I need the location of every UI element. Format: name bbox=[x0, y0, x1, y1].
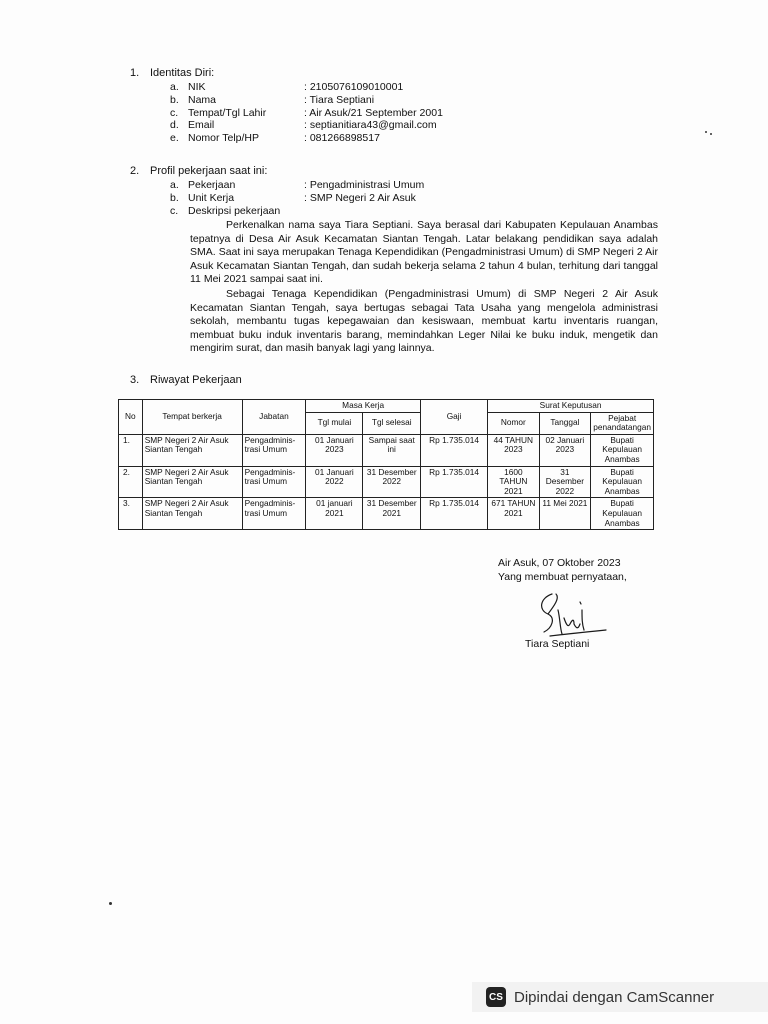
field-label: Nama bbox=[188, 93, 217, 106]
riwayat-table-body bbox=[119, 434, 654, 529]
field-value: : Pengadministrasi Umum bbox=[304, 179, 425, 191]
cell-tgl-selesai: Sampai saat ini bbox=[363, 434, 421, 466]
field-label: NIK bbox=[188, 81, 206, 93]
scan-speck bbox=[705, 131, 707, 133]
signer-name: Tiara Septiani bbox=[525, 638, 590, 650]
field-row bbox=[170, 107, 650, 120]
field-row bbox=[170, 81, 650, 94]
header-gaji: Gaji bbox=[421, 400, 488, 435]
field-row bbox=[170, 179, 650, 192]
section-profil-title: 2. Profil pekerjaan saat ini: bbox=[130, 165, 268, 177]
cell-tgl-selesai: 31 Desember 2021 bbox=[363, 498, 421, 530]
scan-speck bbox=[109, 902, 112, 905]
scan-speck bbox=[710, 133, 712, 135]
field-row bbox=[170, 94, 650, 107]
field-label: Nomor Telp/HP bbox=[188, 132, 259, 145]
cell-no: 3. bbox=[119, 498, 143, 530]
cell-nomor: 44 TAHUN 2023 bbox=[488, 434, 539, 466]
field-value: : septianitiara43@gmail.com bbox=[304, 119, 437, 132]
field-value: : SMP Negeri 2 Air Asuk bbox=[304, 191, 416, 204]
cell-jabatan: Pengadminis-trasi Umum bbox=[242, 434, 306, 466]
table-row bbox=[119, 498, 654, 530]
table-row bbox=[119, 466, 654, 498]
field-value: : 081266898517 bbox=[304, 132, 380, 145]
field-label: Pekerjaan bbox=[188, 179, 236, 191]
field-value: : Tiara Septiani bbox=[304, 93, 375, 106]
place-date: Air Asuk, 07 Oktober 2023 bbox=[498, 557, 621, 569]
statement-text: Yang membuat pernyataan, bbox=[498, 571, 627, 583]
field-letter: c. bbox=[170, 204, 179, 217]
cell-tgl-mulai: 01 Januari 2022 bbox=[306, 466, 363, 498]
cell-jabatan: Pengadminis-trasi Umum bbox=[242, 498, 306, 530]
header-tgl-mulai: Tgl mulai bbox=[306, 412, 363, 434]
table-row bbox=[119, 434, 654, 466]
cell-no: 2. bbox=[119, 466, 143, 498]
field-letter: b. bbox=[170, 93, 179, 106]
cell-gaji: Rp 1.735.014 bbox=[421, 466, 488, 498]
field-label: Tempat/Tgl Lahir bbox=[188, 106, 267, 119]
field-row bbox=[170, 132, 650, 145]
field-row bbox=[170, 119, 650, 132]
field-letter: c. bbox=[170, 106, 179, 119]
cell-tgl-mulai: 01 januari 2021 bbox=[306, 498, 363, 530]
cell-nomor: 1600 TAHUN 2021 bbox=[488, 466, 539, 498]
header-masa-kerja: Masa Kerja bbox=[306, 400, 421, 413]
cell-jabatan: Pengadminis-trasi Umum bbox=[242, 466, 306, 498]
cell-pejabat: Bupati Kepulauan Anambas bbox=[591, 466, 654, 498]
cell-tempat: SMP Negeri 2 Air Asuk Siantan Tengah bbox=[142, 434, 242, 466]
cell-tempat: SMP Negeri 2 Air Asuk Siantan Tengah bbox=[142, 466, 242, 498]
cell-gaji: Rp 1.735.014 bbox=[421, 434, 488, 466]
field-row bbox=[170, 192, 650, 205]
field-letter: a. bbox=[170, 179, 179, 191]
cell-no: 1. bbox=[119, 434, 143, 466]
cell-pejabat: Bupati Kepulauan Anambas bbox=[591, 434, 654, 466]
riwayat-table bbox=[118, 399, 654, 530]
camscanner-watermark bbox=[472, 982, 768, 1012]
cell-tanggal: 02 Januari 2023 bbox=[539, 434, 591, 466]
header-tempat: Tempat berkerja bbox=[142, 400, 242, 435]
header-tgl-selesai: Tgl selesai bbox=[363, 412, 421, 434]
header-no: No bbox=[119, 400, 143, 435]
cell-nomor: 671 TAHUN 2021 bbox=[488, 498, 539, 530]
header-nomor: Nomor bbox=[488, 412, 539, 434]
field-letter: a. bbox=[170, 81, 179, 93]
field-value: : 2105076109010001 bbox=[304, 81, 404, 93]
field-letter: d. bbox=[170, 119, 179, 132]
cell-tanggal: 31 Desember 2022 bbox=[539, 466, 591, 498]
camscanner-logo-icon: CS bbox=[486, 987, 506, 1007]
description-paragraph-2: Sebagai Tenaga Kependidikan (Pengadministrasi Umum) di SMP Negeri 2 Air Asuk Kecamatan Siantan Tengah, saya bertugas sebagai Tata Usaha yang mengelola administrasi sekolah, membantu tugas kepegawaian dan kesiswaan, membuat kartu inventaris ruangan, membuat buku induk inventaris barang, memindahkan Leger Nilai ke buku induk, mengetik dan mengirim surat, dan masih banyak lagi yang lainnya. bbox=[190, 288, 658, 355]
cell-pejabat: Bupati Kepulauan Anambas bbox=[591, 498, 654, 530]
field-row bbox=[170, 205, 650, 218]
section-identitas-title: 1. Identitas Diri: bbox=[130, 67, 215, 79]
cell-tgl-selesai: 31 Desember 2022 bbox=[363, 466, 421, 498]
header-tanggal: Tanggal bbox=[539, 412, 591, 434]
cell-tempat: SMP Negeri 2 Air Asuk Siantan Tengah bbox=[142, 498, 242, 530]
cell-tanggal: 11 Mei 2021 bbox=[539, 498, 591, 530]
header-surat-keputusan: Surat Keputusan bbox=[488, 400, 654, 413]
field-label: Email bbox=[188, 119, 215, 132]
header-jabatan: Jabatan bbox=[242, 400, 306, 435]
camscanner-text: Dipindai dengan CamScanner bbox=[514, 988, 715, 1006]
section-riwayat-title: 3. Riwayat Pekerjaan bbox=[130, 374, 242, 386]
field-label: Unit Kerja bbox=[188, 191, 235, 204]
field-letter: b. bbox=[170, 191, 179, 204]
cell-gaji: Rp 1.735.014 bbox=[421, 498, 488, 530]
description-paragraph-1: Perkenalkan nama saya Tiara Septiani. Saya berasal dari Kabupaten Kepulauan Anambas tepatnya di Desa Air Asuk Kecamatan Siantan Tengah. Latar belakang pendidikan saya adalah SMA. Saat ini saya merupakan Tenaga Kependidikan (Pengadministrasi Umum) di SMP Negeri 2 Air Asuk Kecamatan Siantan Tengah, dan sudah bekerja selama 2 tahun 4 bulan, terhitung dari tanggal 11 Mei 2021 sampai saat ini. bbox=[190, 219, 658, 286]
field-value: : Air Asuk/21 September 2001 bbox=[304, 106, 443, 119]
field-label: Deskripsi pekerjaan bbox=[188, 204, 281, 217]
header-pejabat: Pejabat penandatangan bbox=[591, 412, 654, 434]
field-letter: e. bbox=[170, 132, 179, 145]
cell-tgl-mulai: 01 Januari 2023 bbox=[306, 434, 363, 466]
handwritten-signature bbox=[530, 588, 610, 644]
